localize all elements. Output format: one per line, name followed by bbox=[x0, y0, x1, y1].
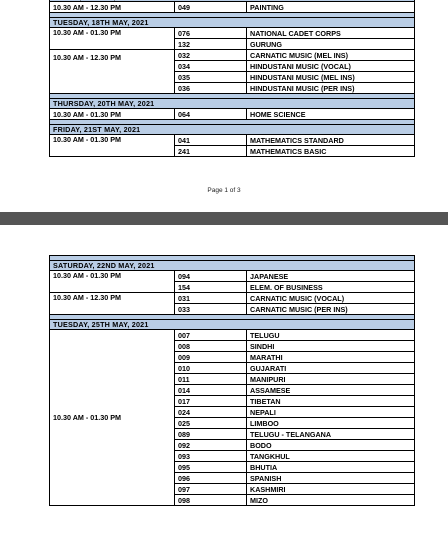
subject-cell: GUJARATI bbox=[247, 363, 415, 374]
code-cell: 154 bbox=[175, 282, 247, 293]
day-header: TUESDAY, 25TH MAY, 2021 bbox=[50, 320, 415, 330]
code-cell: 064 bbox=[175, 109, 247, 120]
table-row bbox=[50, 2, 415, 13]
table-row bbox=[50, 330, 415, 341]
subject-cell: KASHMIRI bbox=[247, 484, 415, 495]
subject-cell: MIZO bbox=[247, 495, 415, 506]
table-row bbox=[50, 293, 415, 304]
subject-cell: SINDHI bbox=[247, 341, 415, 352]
code-cell: 095 bbox=[175, 462, 247, 473]
subject-cell: LIMBOO bbox=[247, 418, 415, 429]
code-cell: 024 bbox=[175, 407, 247, 418]
code-cell: 017 bbox=[175, 396, 247, 407]
subject-cell: ASSAMESE bbox=[247, 385, 415, 396]
day-header: TUESDAY, 18TH MAY, 2021 bbox=[50, 18, 415, 28]
code-cell: 025 bbox=[175, 418, 247, 429]
code-cell: 034 bbox=[175, 61, 247, 72]
code-cell: 049 bbox=[175, 2, 247, 13]
subject-cell: TELUGU - TELANGANA bbox=[247, 429, 415, 440]
subject-cell: CARNATIC MUSIC (VOCAL) bbox=[247, 293, 415, 304]
subject-cell: JAPANESE bbox=[247, 271, 415, 282]
subject-cell: NEPALI bbox=[247, 407, 415, 418]
time-cell: 10.30 AM - 01.30 PM bbox=[50, 330, 175, 506]
code-cell: 092 bbox=[175, 440, 247, 451]
time-cell: 10.30 AM - 01.30 PM bbox=[50, 271, 175, 293]
code-cell: 033 bbox=[175, 304, 247, 315]
day-header: THURSDAY, 20TH MAY, 2021 bbox=[50, 99, 415, 109]
day-header: FRIDAY, 21ST MAY, 2021 bbox=[50, 125, 415, 135]
code-cell: 036 bbox=[175, 83, 247, 94]
code-cell: 008 bbox=[175, 341, 247, 352]
page-number: Page 1 of 3 bbox=[207, 187, 241, 194]
code-cell: 010 bbox=[175, 363, 247, 374]
day-header: SATURDAY, 22ND MAY, 2021 bbox=[50, 261, 415, 271]
schedule-table-page-2 bbox=[49, 255, 415, 506]
code-cell: 014 bbox=[175, 385, 247, 396]
time-cell: 10.30 AM - 01.30 PM bbox=[50, 109, 175, 120]
subject-cell: BHUTIA bbox=[247, 462, 415, 473]
code-cell: 094 bbox=[175, 271, 247, 282]
subject-cell: MATHEMATICS BASIC bbox=[247, 146, 415, 157]
time-cell: 10.30 AM - 12.30 PM bbox=[50, 2, 175, 13]
subject-cell: TANGKHUL bbox=[247, 451, 415, 462]
subject-cell: MARATHI bbox=[247, 352, 415, 363]
code-cell: 041 bbox=[175, 135, 247, 146]
subject-cell: BODO bbox=[247, 440, 415, 451]
subject-cell: TIBETAN bbox=[247, 396, 415, 407]
table-row bbox=[50, 135, 415, 146]
code-cell: 096 bbox=[175, 473, 247, 484]
table-row bbox=[50, 28, 415, 39]
code-cell: 032 bbox=[175, 50, 247, 61]
subject-cell: HINDUSTANI MUSIC (MEL INS) bbox=[247, 72, 415, 83]
pdf-page-2 bbox=[0, 225, 448, 534]
time-cell: 10.30 AM - 12.30 PM bbox=[50, 293, 175, 315]
subject-cell: MANIPURI bbox=[247, 374, 415, 385]
code-cell: 011 bbox=[175, 374, 247, 385]
subject-cell: GURUNG bbox=[247, 39, 415, 50]
time-cell: 10.30 AM - 12.30 PM bbox=[50, 50, 175, 94]
code-cell: 093 bbox=[175, 451, 247, 462]
code-cell: 098 bbox=[175, 495, 247, 506]
subject-cell: HOME SCIENCE bbox=[247, 109, 415, 120]
table-row bbox=[50, 50, 415, 61]
pdf-page-1 bbox=[0, 0, 448, 212]
subject-cell: MATHEMATICS STANDARD bbox=[247, 135, 415, 146]
code-cell: 009 bbox=[175, 352, 247, 363]
code-cell: 132 bbox=[175, 39, 247, 50]
page-separator bbox=[0, 212, 448, 225]
code-cell: 076 bbox=[175, 28, 247, 39]
table-row bbox=[50, 271, 415, 282]
code-cell: 089 bbox=[175, 429, 247, 440]
subject-cell: HINDUSTANI MUSIC (PER INS) bbox=[247, 83, 415, 94]
code-cell: 035 bbox=[175, 72, 247, 83]
subject-cell: CARNATIC MUSIC (MEL INS) bbox=[247, 50, 415, 61]
table-row bbox=[50, 109, 415, 120]
schedule-table-page-1 bbox=[49, 0, 415, 157]
subject-cell: CARNATIC MUSIC (PER INS) bbox=[247, 304, 415, 315]
code-cell: 031 bbox=[175, 293, 247, 304]
subject-cell: NATIONAL CADET CORPS bbox=[247, 28, 415, 39]
subject-cell: HINDUSTANI MUSIC (VOCAL) bbox=[247, 61, 415, 72]
time-cell: 10.30 AM - 01.30 PM bbox=[50, 135, 175, 157]
subject-cell: ELEM. OF BUSINESS bbox=[247, 282, 415, 293]
code-cell: 007 bbox=[175, 330, 247, 341]
code-cell: 241 bbox=[175, 146, 247, 157]
subject-cell: TELUGU bbox=[247, 330, 415, 341]
subject-cell: PAINTING bbox=[247, 2, 415, 13]
subject-cell: SPANISH bbox=[247, 473, 415, 484]
time-cell: 10.30 AM - 01.30 PM bbox=[50, 28, 175, 50]
code-cell: 097 bbox=[175, 484, 247, 495]
